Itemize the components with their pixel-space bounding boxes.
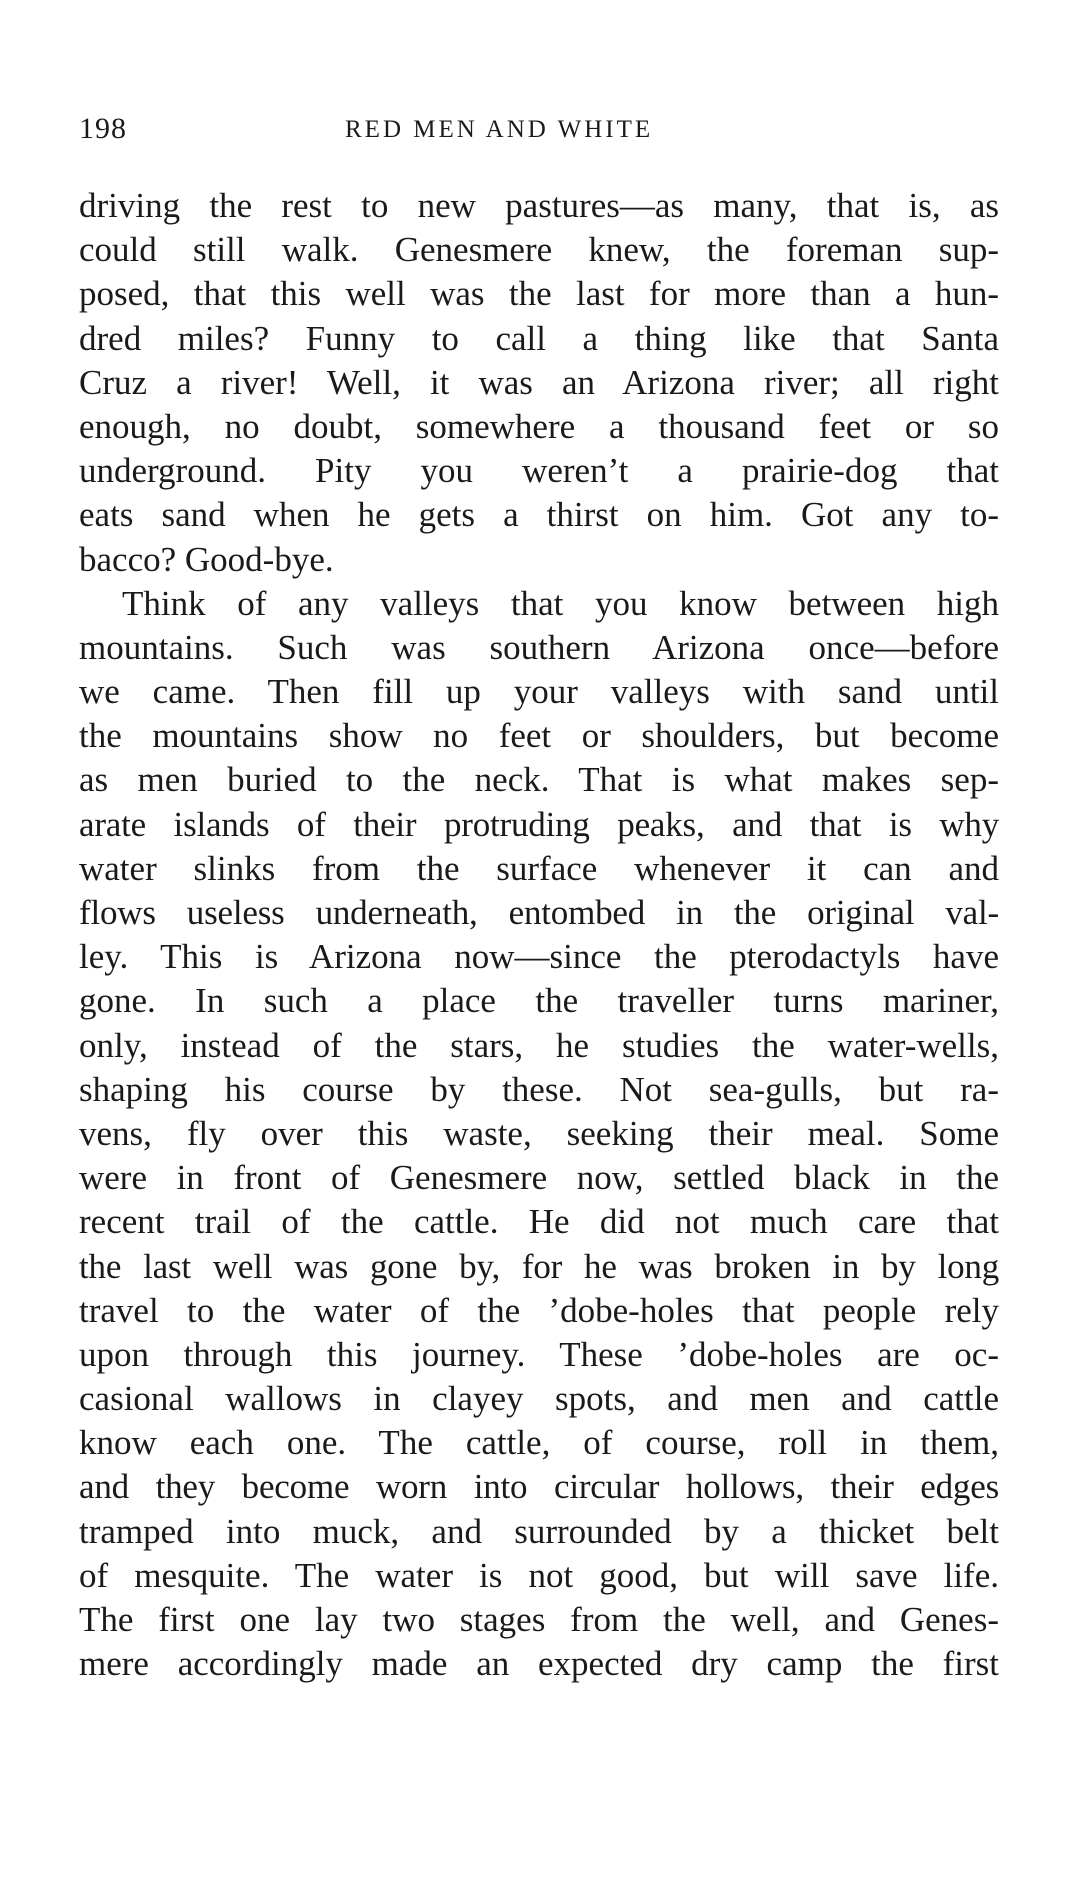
text-line: mere accordingly made an expected dry camp the first [79, 1644, 999, 1684]
text-line: recent trail of the cattle. He did not much care that [79, 1202, 999, 1242]
text-line: and they become worn into circular hollows, their edges [79, 1467, 999, 1507]
text-line: eats sand when he gets a thirst on him. Got any to- [79, 495, 999, 535]
text-line: underground. Pity you weren’t a prairie-dog that [79, 451, 999, 491]
text-line: dred miles? Funny to call a thing like that Santa [79, 318, 999, 358]
text-line: water slinks from the surface whenever it can and [79, 848, 999, 888]
paragraph [79, 184, 999, 582]
text-line: gone. In such a place the traveller turns mariner, [79, 981, 999, 1021]
text-line: vens, fly over this waste, seeking their meal. Some [79, 1113, 999, 1153]
text-line: only, instead of the stars, he studies the water-wells, [79, 1025, 999, 1065]
page-number: 198 [79, 112, 127, 145]
text-line: were in front of Genesmere now, settled black in the [79, 1158, 999, 1198]
text-line: enough, no doubt, somewhere a thousand feet or so [79, 406, 999, 446]
text-line: travel to the water of the ’dobe-holes that people rely [79, 1290, 999, 1330]
running-head [79, 112, 999, 152]
paragraph [79, 582, 999, 1687]
text-line: know each one. The cattle, of course, roll in them, [79, 1423, 999, 1463]
text-line: the mountains show no feet or shoulders, but become [79, 716, 999, 756]
text-line: tramped into muck, and surrounded by a thicket belt [79, 1511, 999, 1551]
text-line: mountains. Such was southern Arizona once—before [79, 627, 999, 667]
text-line: casional wallows in clayey spots, and men and cattle [79, 1379, 999, 1419]
running-title: RED MEN AND WHITE [345, 116, 654, 143]
text-line: posed, that this well was the last for more than a hun- [79, 274, 999, 314]
text-line: of mesquite. The water is not good, but will save life. [79, 1555, 999, 1595]
text-line: the last well was gone by, for he was broken in by long [79, 1246, 999, 1286]
text-line: Cruz a river! Well, it was an Arizona river; all right [79, 362, 999, 402]
text-line: could still walk. Genesmere knew, the foreman sup- [79, 230, 999, 270]
text-line: flows useless underneath, entombed in the original val- [79, 893, 999, 932]
text-line: upon through this journey. These ’dobe-holes are oc- [79, 1334, 999, 1374]
text-line: driving the rest to new pastures—as many, that is, as [79, 186, 999, 225]
text-line: bacco? Good-bye. [79, 539, 334, 579]
text-line: Think of any valleys that you know between high [122, 583, 999, 623]
text-line: arate islands of their protruding peaks, and that is why [79, 804, 999, 844]
body-text [79, 184, 999, 1686]
text-line: we came. Then fill up your valleys with sand until [79, 672, 999, 712]
text-line: ley. This is Arizona now—since the pterodactyls have [79, 937, 999, 977]
text-line: shaping his course by these. Not sea-gulls, but ra- [79, 1069, 999, 1109]
text-line: as men buried to the neck. That is what makes sep- [79, 760, 999, 800]
text-line: The first one lay two stages from the well, and Genes- [79, 1600, 999, 1639]
